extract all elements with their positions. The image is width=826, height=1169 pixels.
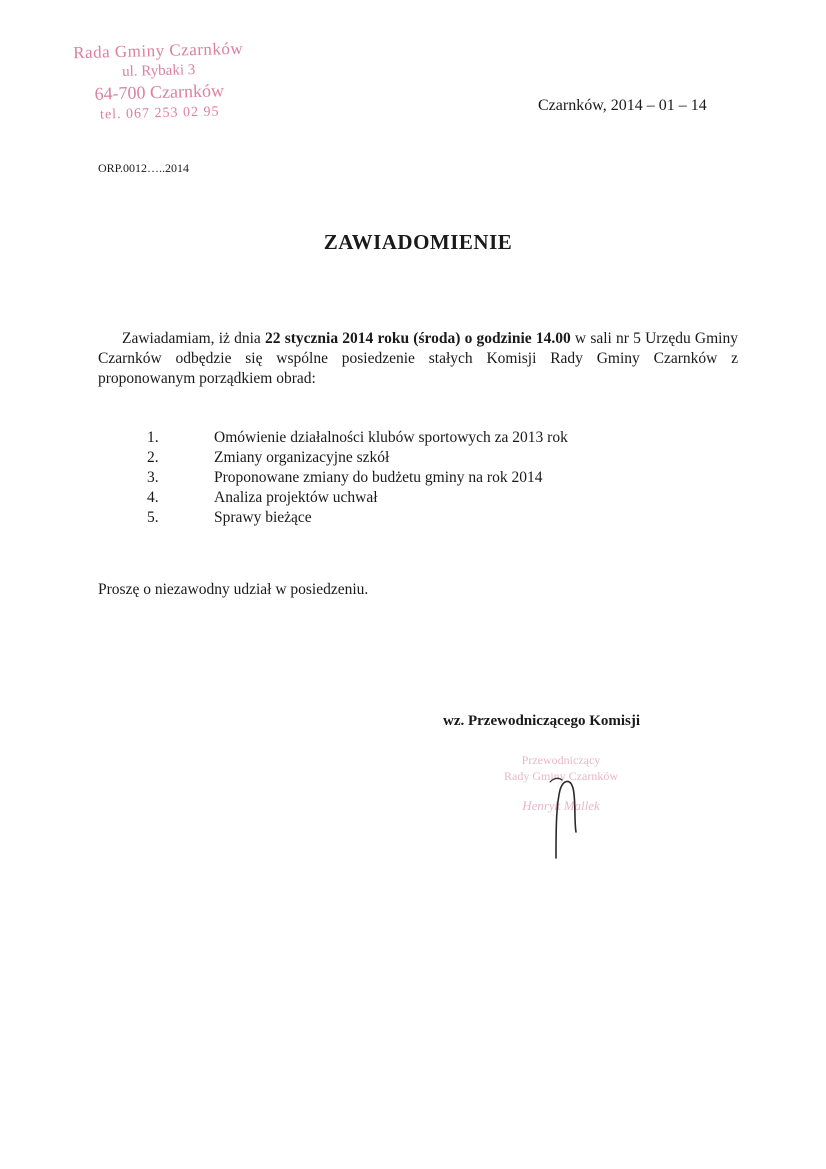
agenda-text: Omówienie działalności klubów sportowych za 2013 rok <box>214 429 568 446</box>
agenda-list <box>147 428 687 528</box>
list-item <box>147 448 687 468</box>
signer-title: wz. Przewodniczącego Komisji <box>443 713 641 729</box>
list-item <box>147 468 687 488</box>
intro-text-end: w sali nr 5 Urzędu Gminy Czarnków odbędzie się wspólne posiedzenie stałych Komisji Rady Gminy Czarnków z proponowanym porządkiem obrad: <box>98 330 738 387</box>
intro-meeting-datetime: 22 stycznia 2014 roku (środa) o godzinie 14.00 <box>265 330 571 347</box>
stamp-council-name: Rada Gminy Czarnków <box>72 38 244 63</box>
intro-text-start: Zawiadamiam, iż dnia <box>122 330 266 347</box>
agenda-number: 3. <box>147 469 159 486</box>
agenda-number: 4. <box>147 489 159 506</box>
council-address-stamp <box>43 37 275 127</box>
list-item <box>147 508 687 528</box>
agenda-text: Proponowane zmiany do budżetu gminy na rok 2014 <box>214 469 543 486</box>
list-item <box>147 428 687 448</box>
agenda-number: 2. <box>147 449 159 466</box>
stamp-street: ul. Rybaki 3 <box>121 62 196 80</box>
intro-paragraph <box>98 329 738 389</box>
document-date: Czarnków, 2014 – 01 – 14 <box>538 97 707 114</box>
handwritten-signature <box>536 772 596 862</box>
agenda-text: Sprawy bieżące <box>214 509 312 526</box>
chairman-stamp-name: Henryk Mallek <box>522 798 600 813</box>
chairman-stamp-role: Przewodniczący <box>521 753 601 767</box>
agenda-text: Analiza projektów uchwał <box>214 489 378 506</box>
reference-number: ORP.0012…..2014 <box>98 161 190 175</box>
agenda-number: 5. <box>147 509 159 526</box>
document-title: ZAWIADOMIENIE <box>323 230 513 254</box>
stamp-phone: tel. 067 253 02 95 <box>99 104 220 123</box>
list-item <box>147 488 687 508</box>
stamp-city: 64-700 Czarnków <box>94 80 225 104</box>
closing-sentence: Proszę o niezawodny udział w posiedzeniu. <box>98 581 369 598</box>
chairman-stamp-council: Rady Gminy Czarnków <box>504 769 618 783</box>
agenda-number: 1. <box>147 429 159 446</box>
agenda-text: Zmiany organizacyjne szkół <box>214 449 390 466</box>
